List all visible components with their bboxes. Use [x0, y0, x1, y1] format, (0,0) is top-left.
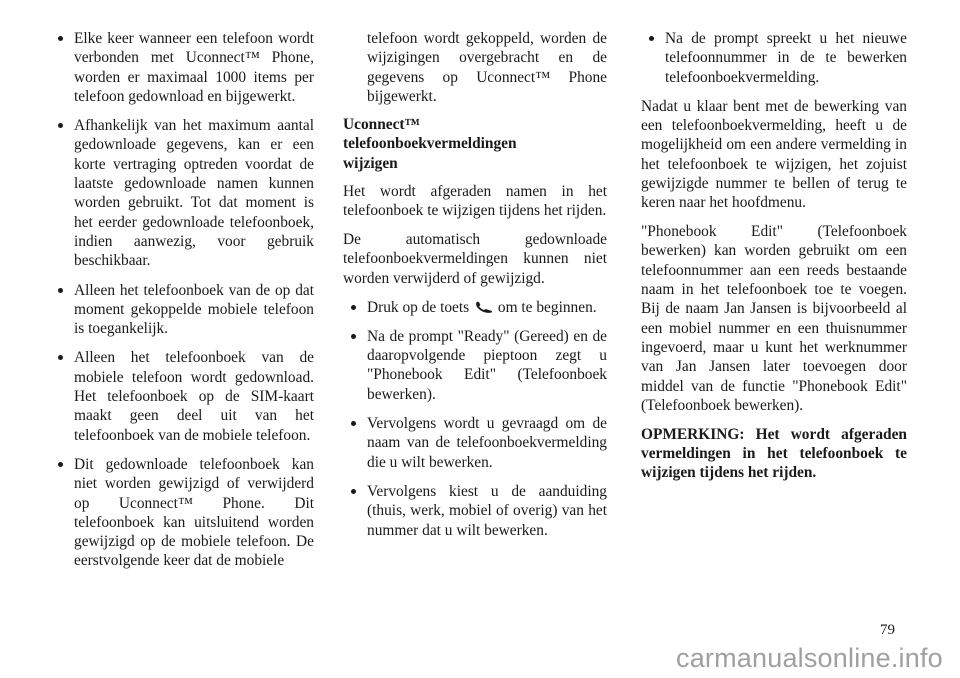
paragraph: De automatisch gedownloade telefoonboekvermeldingen kunnen niet worden verwijderd of gewijzigd. — [343, 231, 607, 287]
column-3 — [641, 29, 907, 483]
page-number: 79 — [880, 622, 895, 638]
bullet-item — [50, 348, 314, 444]
bullet-icon — [351, 421, 356, 426]
bullet-icon — [649, 36, 654, 41]
bullet-text: Druk op de toets — [367, 298, 470, 316]
bullet-item — [50, 281, 314, 339]
bullet-text: Alleen het telefoonboek van de mobiele telefoon wordt gedownload. Het telefoonboek op de SIM-kaart maakt geen deel uit van het telefoonboek van de mobiele telefoon. — [74, 349, 314, 444]
bullet-text: om te beginnen. — [497, 298, 597, 316]
bullet-item — [50, 116, 314, 270]
bullet-text: Vervolgens wordt u gevraagd om de naam van de telefoonboekvermelding die u wilt bewerken. — [367, 415, 607, 471]
bullet-icon — [351, 305, 356, 310]
bullet-text: Vervolgens kiest u de aanduiding (thuis, werk, mobiel of overig) van het nummer dat u wilt bewerken. — [367, 482, 607, 539]
watermark: carmanualsonline.info — [676, 643, 943, 673]
bullet-item — [50, 455, 314, 571]
bullet-continuation: telefoon wordt gekoppeld, worden de wijzigingen overgebracht en de gegevens op Uconnect™ Phone bijgewerkt. — [367, 30, 607, 105]
heading-line: telefoonboekvermeldingen — [343, 135, 517, 153]
bullet-icon — [351, 489, 356, 494]
bullet-icon — [58, 288, 63, 293]
bullet-icon — [58, 36, 63, 41]
bullet-icon — [58, 355, 63, 360]
bullet-text: Elke keer wanneer een telefoon wordt verbonden met Uconnect™ Phone, worden er maximaal 1000 items per telefoon gedownload en bijgewerkt. — [74, 30, 314, 105]
heading-line: Uconnect™ — [343, 116, 420, 134]
bullet-item — [343, 414, 607, 472]
column-2 — [343, 29, 607, 550]
bullet-text: Na de prompt spreekt u het nieuwe telefoonnummer in de te bewerken telefoonboekvermelding. — [665, 30, 907, 86]
section-heading — [343, 115, 607, 173]
bullet-icon — [58, 462, 63, 467]
bullet-item — [343, 327, 607, 404]
column-1 — [50, 29, 314, 581]
paragraph: Het wordt afgeraden namen in het telefoonboek te wijzigen tijdens het rijden. — [343, 183, 607, 220]
bullet-item — [641, 29, 907, 87]
bullet-text: Na de prompt "Ready" (Gereed) en de daaropvolgende pieptoon zegt u "Phonebook Edit" (Telefoonboek bewerken). — [367, 327, 607, 403]
heading-line: wijzigen — [343, 154, 398, 172]
bullet-text: Alleen het telefoonboek van de op dat moment gekoppelde mobiele telefoon is toegankelijk. — [74, 281, 314, 338]
bullet-item — [50, 29, 314, 106]
paragraph: Nadat u klaar bent met de bewerking van een telefoonboekvermelding, heeft u de mogelijkheid om een andere vermelding in het telefoonboek te wijzigen, het zojuist gewijzigde nummer te bellen of terug te keren naar het hoofdmenu. — [641, 97, 907, 212]
bullet-text: Dit gedownloade telefoonboek kan niet worden gewijzigd of verwijderd op Uconnect™ Phone. Dit telefoonboek kan uitsluitend worden gewijzigd op de mobiele telefoon. De eerstvolgende keer dat de mobiele — [74, 455, 314, 570]
bullet-text: Afhankelijk van het maximum aantal gedownloade gegevens, kan er een korte vertraging optreden voordat de laatste gedownloade namen kunnen worden gebruikt. Tot dat moment is het eerder gedownloade telefoonboek, indien aanwezig, voor gebruik beschikbaar. — [74, 117, 314, 270]
bullet-icon — [351, 334, 356, 339]
bullet-item — [343, 482, 607, 540]
note-warning: OPMERKING: Het wordt afgeraden vermeldingen in het telefoonboek te wijzigen tijdens het rijden. — [641, 425, 907, 482]
bullet-icon — [58, 123, 63, 128]
bullet-item — [343, 298, 607, 317]
paragraph: "Phonebook Edit" (Telefoonboek bewerken) kan worden gebruikt om een telefoonnummer aan een reeds bestaande naam in het telefoonboek toe te voegen. Bij de naam Jan Jansen is bijvoorbeeld al een mobiel nummer en een thuisnummer ingevoerd, maar u kunt het werknummer van Jan Jansen later toevoegen door middel van de functie "Phonebook Edit" (Telefoonboek bewerken). — [641, 223, 907, 414]
phone-icon — [475, 299, 493, 311]
